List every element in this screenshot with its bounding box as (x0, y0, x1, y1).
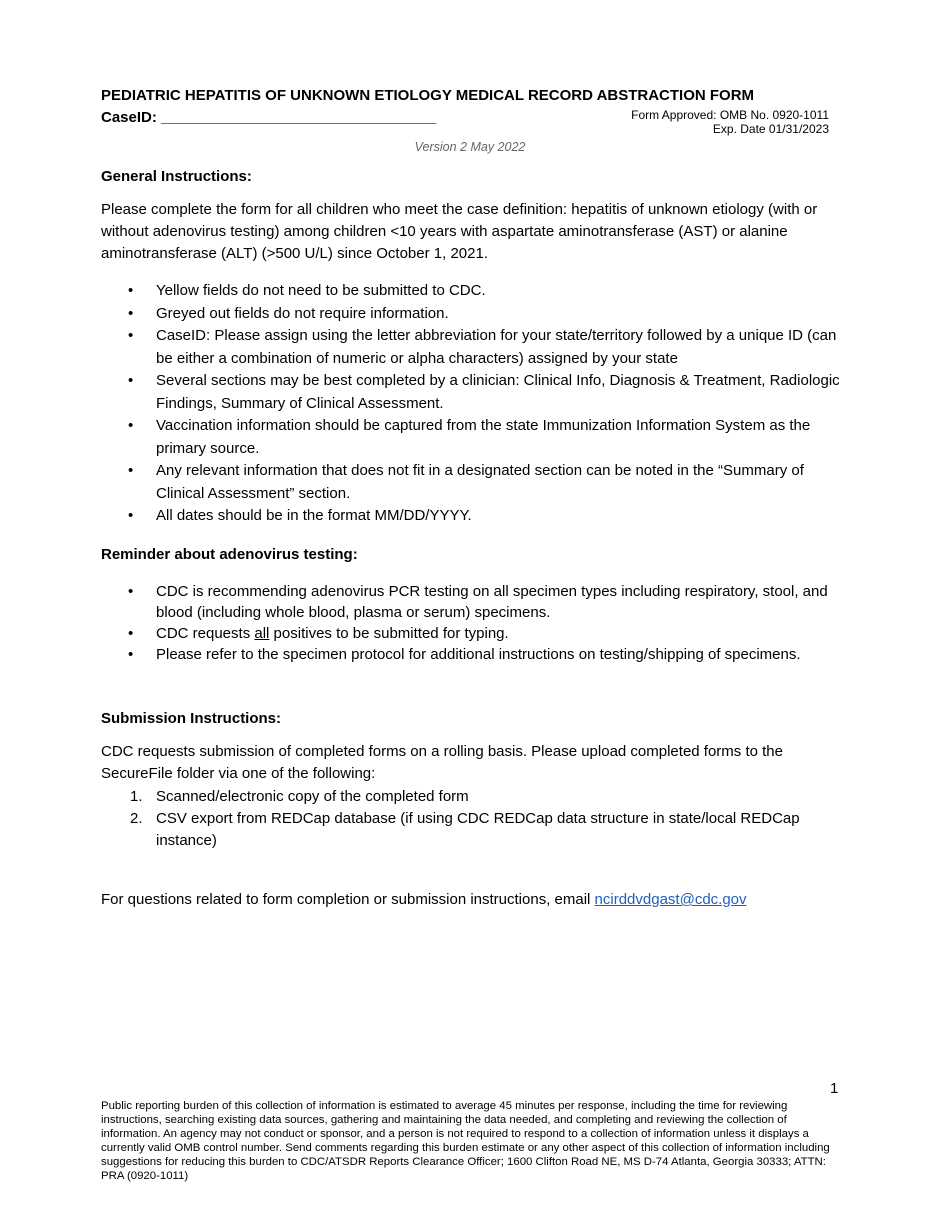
submission-heading: Submission Instructions: (101, 710, 282, 727)
list-item-text: CSV export from REDCap database (if using CDC REDCap data structure in state/local REDCap instance) (156, 810, 800, 849)
caseid-field-label: CaseID: _________________________________ (101, 109, 437, 126)
form-title: PEDIATRIC HEPATITIS OF UNKNOWN ETIOLOGY MEDICAL RECORD ABSTRACTION FORM (101, 87, 755, 104)
omb-number: Form Approved: OMB No. 0920-1011 (631, 108, 829, 122)
list-number: 1. (130, 788, 143, 805)
omb-approval (631, 108, 829, 136)
list-item (101, 808, 841, 852)
page-number: 1 (830, 1080, 839, 1097)
list-number: 2. (130, 810, 143, 827)
list-item: • Greyed out fields do not require information. (101, 303, 841, 326)
list-item: • Any relevant information that does not fit in a designated section can be noted in the “Summary of Clinical Assessment” section. (101, 460, 841, 505)
list-item: • Please refer to the specimen protocol for additional instructions on testing/shipping of specimens. (101, 644, 841, 665)
adenovirus-heading: Reminder about adenovirus testing: (101, 546, 358, 563)
general-instructions-list (101, 280, 841, 528)
list-item: • Vaccination information should be captured from the state Immunization Information System as the primary source. (101, 415, 841, 460)
list-item: • CaseID: Please assign using the letter abbreviation for your state/territory followed by a unique ID (can be either a combination of numeric or alpha characters) assigned by your state (101, 325, 841, 370)
general-instructions-intro: Please complete the form for all children who meet the case definition: hepatitis of unknown etiology (with or without adenovirus testing) among children <10 years with aspartate aminotransferase (AST) or alanine aminotransferase (ALT) (>500 U/L) since October 1, 2021. (101, 201, 818, 262)
list-item (101, 786, 841, 808)
list-item (101, 623, 841, 644)
submission-options-list (101, 786, 841, 852)
list-item-text: positives to be submitted for typing. (269, 625, 509, 642)
list-item: • All dates should be in the format MM/DD/YYYY. (101, 505, 841, 528)
contact-email-link[interactable]: ncirddvdgast@cdc.gov (594, 891, 747, 908)
list-item: • Several sections may be best completed by a clinician: Clinical Info, Diagnosis & Treatment, Radiologic Findings, Summary of Clinical Assessment. (101, 370, 841, 415)
emphasis-all: all (254, 625, 270, 642)
submission-intro: CDC requests submission of completed forms on a rolling basis. Please upload completed forms to the SecureFile folder via one of the following: (101, 743, 783, 782)
adenovirus-list (101, 581, 841, 665)
version-label: Version 2 May 2022 (414, 140, 526, 154)
list-item-text: Scanned/electronic copy of the completed form (156, 788, 469, 805)
burden-statement: Public reporting burden of this collection of information is estimated to average 45 minutes per response, including the time for reviewing instructions, searching existing data sources, gathering and maintaining the data needed, and completing and reviewing the collection of information. An agency may not conduct or sponsor, and a person is not required to respond to a collection of information unless it displays a currently valid OMB control number. Send comments regarding this burden estimate or any other aspect of this collection of information including suggestions for reducing this burden to CDC/ATSDR Reports Clearance Officer; 1600 Clifton Road NE, MS D-74 Atlanta, Georgia 30333; ATTN: PRA (0920-1011) (101, 1100, 830, 1182)
general-instructions-heading: General Instructions: (101, 168, 252, 185)
contact-line (101, 889, 841, 911)
list-item: • Yellow fields do not need to be submitted to CDC. (101, 280, 841, 303)
omb-expiration: Exp. Date 01/31/2023 (712, 122, 829, 136)
list-item-text: CDC requests (156, 625, 255, 642)
contact-text: For questions related to form completion or submission instructions, email (101, 891, 595, 908)
list-item: • CDC is recommending adenovirus PCR testing on all specimen types including respiratory, stool, and blood (including whole blood, plasma or serum) specimens. (101, 581, 841, 623)
